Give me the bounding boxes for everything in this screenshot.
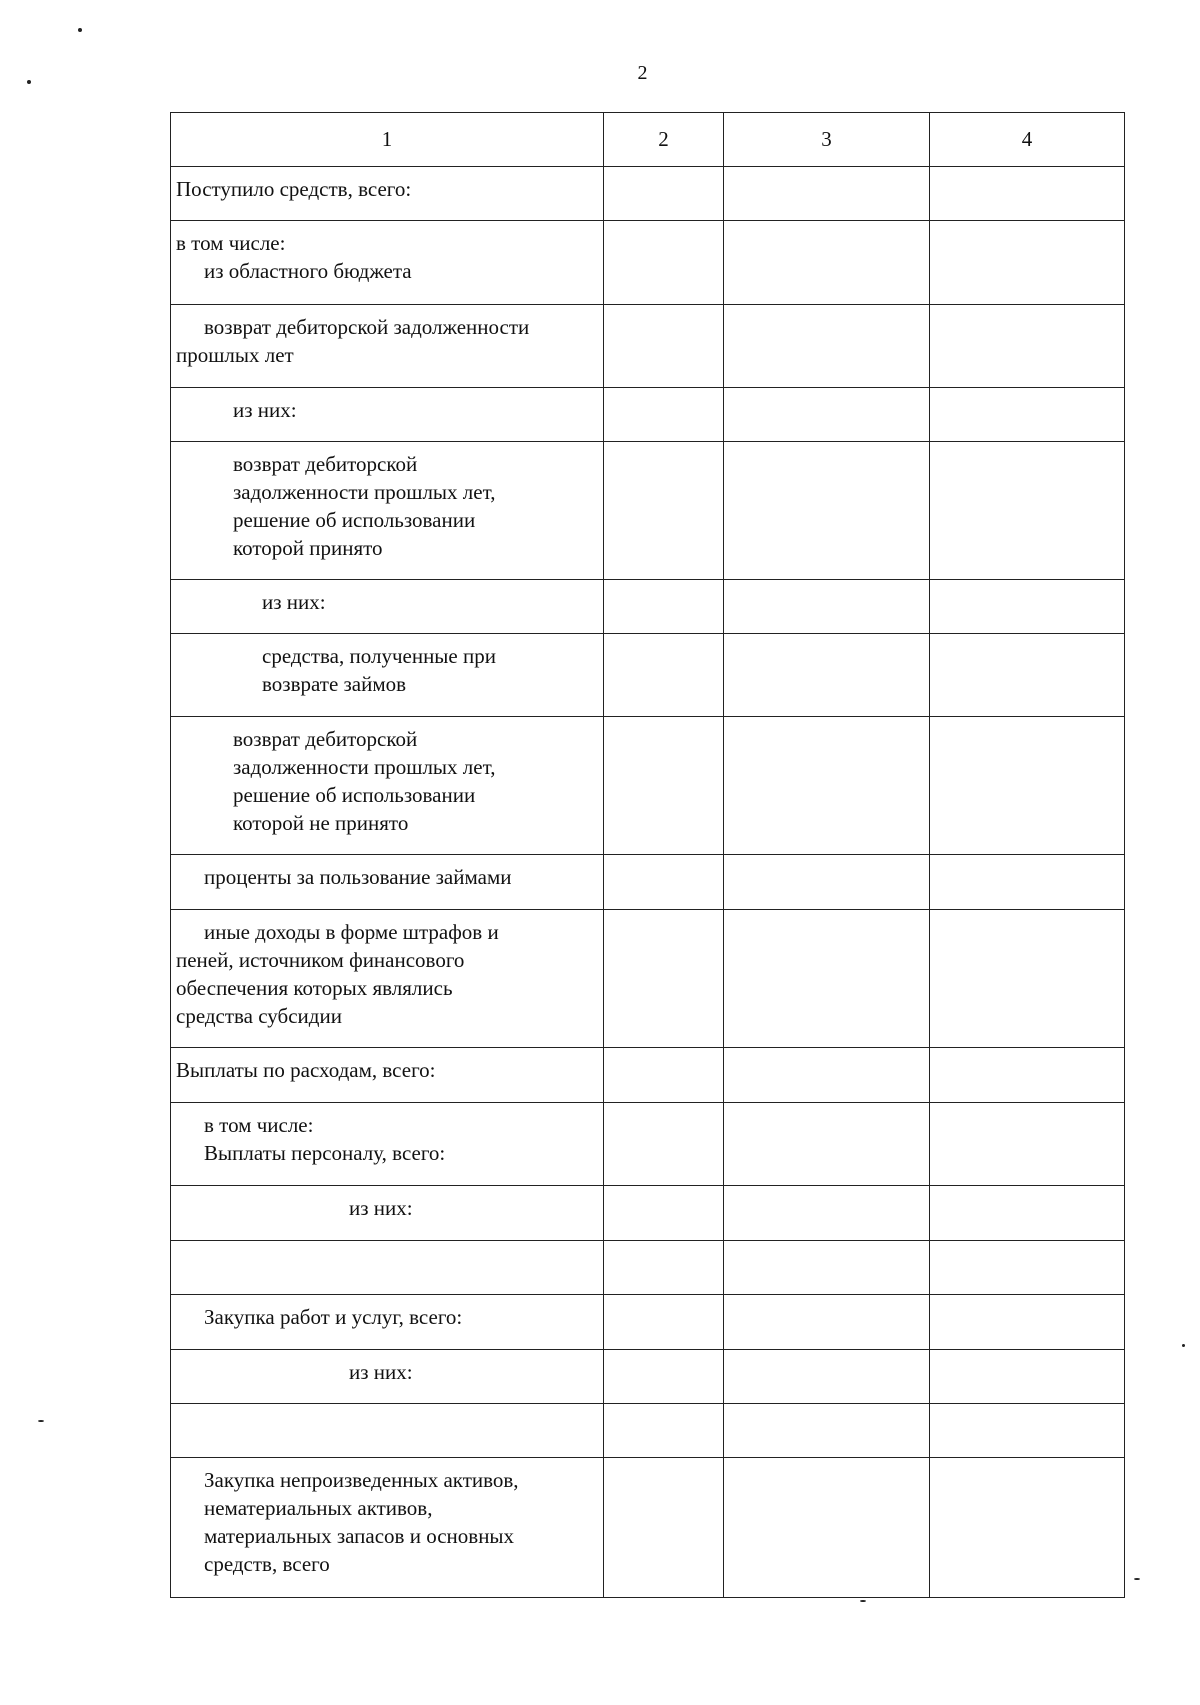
row-description-line: Закупка работ и услуг, всего:: [204, 1305, 463, 1329]
table-row: [171, 1186, 1125, 1241]
row-description-line: обеспечения которых являлись: [176, 976, 453, 1000]
row-description-line: материальных запасов и основных: [204, 1524, 515, 1548]
value-cell-col-3: [724, 221, 930, 305]
row-description-line: проценты за пользование займами: [204, 865, 512, 889]
value-cell-col-3: [724, 388, 930, 442]
value-cell-col-3: [724, 1103, 930, 1186]
row-description-line: в том числе:: [204, 1113, 314, 1137]
row-description-line: задолженности прошлых лет,: [233, 480, 496, 504]
row-description-line: [176, 1249, 595, 1277]
row-description-line: из них:: [349, 1360, 413, 1384]
value-cell-col-4: [930, 1103, 1125, 1186]
row-description-line: из них:: [349, 1196, 413, 1220]
value-cell-col-2: [604, 167, 724, 221]
value-cell-col-3: [724, 442, 930, 580]
value-cell-col-4: [930, 855, 1125, 910]
row-description-line: из них:: [233, 398, 297, 422]
table-row: [171, 1404, 1125, 1458]
table-row: [171, 1295, 1125, 1350]
value-cell-col-3: [724, 1458, 930, 1598]
value-cell-col-2: [604, 1295, 724, 1350]
table-row: [171, 305, 1125, 388]
value-cell-col-3: [724, 580, 930, 634]
scan-speck: [38, 1420, 44, 1422]
value-cell-col-2: [604, 1404, 724, 1458]
table-row: [171, 167, 1125, 221]
value-cell-col-4: [930, 1350, 1125, 1404]
row-description-line: Выплаты по расходам, всего:: [176, 1058, 436, 1082]
row-description-cell: [171, 388, 604, 442]
value-cell-col-2: [604, 1048, 724, 1103]
value-cell-col-2: [604, 442, 724, 580]
value-cell-col-3: [724, 1241, 930, 1295]
scan-speck: [860, 1600, 866, 1602]
table-row: [171, 1458, 1125, 1598]
scan-speck: [78, 28, 82, 32]
value-cell-col-3: [724, 1048, 930, 1103]
value-cell-col-4: [930, 1295, 1125, 1350]
row-description-cell: [171, 1350, 604, 1404]
table-row: [171, 580, 1125, 634]
row-description-cell: [171, 855, 604, 910]
table-row: [171, 910, 1125, 1048]
value-cell-col-2: [604, 1241, 724, 1295]
value-cell-col-3: [724, 167, 930, 221]
page-number: 2: [637, 62, 648, 84]
row-description-cell: [171, 910, 604, 1048]
report-table: [170, 112, 1125, 1598]
value-cell-col-3: [724, 855, 930, 910]
row-description-line: задолженности прошлых лет,: [233, 755, 496, 779]
row-description-line: возврат дебиторской: [233, 727, 418, 751]
row-description-cell: [171, 1458, 604, 1598]
table-row: [171, 388, 1125, 442]
value-cell-col-4: [930, 442, 1125, 580]
row-description-cell: [171, 1186, 604, 1241]
table-row: [171, 1103, 1125, 1186]
row-description-line: средства субсидии: [176, 1004, 342, 1028]
value-cell-col-3: [724, 910, 930, 1048]
table-row: [171, 1048, 1125, 1103]
scan-speck: [1182, 1344, 1185, 1347]
row-description-cell: [171, 1048, 604, 1103]
row-description-line: из них:: [262, 590, 326, 614]
table-body: [171, 167, 1125, 1598]
row-description-line: возврате займов: [262, 672, 407, 696]
row-description-line: возврат дебиторской задолженности прошлых лет: [176, 315, 530, 367]
row-description-cell: [171, 221, 604, 305]
value-cell-col-4: [930, 717, 1125, 855]
value-cell-col-3: [724, 1350, 930, 1404]
row-description-line: средств, всего: [204, 1552, 330, 1576]
table-row: [171, 221, 1125, 305]
row-description-line: решение об использовании: [233, 508, 476, 532]
row-description-line: которой не принято: [233, 811, 409, 835]
row-description-cell: [171, 167, 604, 221]
value-cell-col-4: [930, 634, 1125, 717]
value-cell-col-2: [604, 910, 724, 1048]
value-cell-col-4: [930, 388, 1125, 442]
value-cell-col-4: [930, 910, 1125, 1048]
value-cell-col-4: [930, 580, 1125, 634]
row-description-line: иные доходы в форме штрафов и: [204, 920, 499, 944]
value-cell-col-4: [930, 1241, 1125, 1295]
value-cell-col-2: [604, 305, 724, 388]
row-description-cell: [171, 1295, 604, 1350]
column-header-3: 3: [724, 113, 930, 167]
value-cell-col-2: [604, 1103, 724, 1186]
value-cell-col-4: [930, 221, 1125, 305]
value-cell-col-3: [724, 1295, 930, 1350]
value-cell-col-3: [724, 1404, 930, 1458]
row-description-line: решение об использовании: [233, 783, 476, 807]
row-description-cell: [171, 580, 604, 634]
value-cell-col-4: [930, 1048, 1125, 1103]
value-cell-col-4: [930, 1404, 1125, 1458]
value-cell-col-2: [604, 1186, 724, 1241]
value-cell-col-2: [604, 388, 724, 442]
row-description-line: нематериальных активов,: [204, 1496, 433, 1520]
row-description-line: возврат дебиторской: [233, 452, 418, 476]
value-cell-col-2: [604, 1350, 724, 1404]
value-cell-col-2: [604, 717, 724, 855]
row-description-cell: [171, 442, 604, 580]
scan-speck: [27, 80, 31, 84]
column-header-2: 2: [604, 113, 724, 167]
row-description-line: которой принято: [233, 536, 383, 560]
value-cell-col-4: [930, 305, 1125, 388]
row-description-line: средства, полученные при: [262, 644, 496, 668]
value-cell-col-2: [604, 1458, 724, 1598]
value-cell-col-3: [724, 1186, 930, 1241]
table-row: [171, 855, 1125, 910]
table-row: [171, 634, 1125, 717]
row-description-line: Поступило средств, всего:: [176, 177, 412, 201]
row-description-cell: [171, 634, 604, 717]
row-description-line: в том числе:: [176, 231, 286, 255]
value-cell-col-4: [930, 1186, 1125, 1241]
value-cell-col-2: [604, 221, 724, 305]
column-header-4: 4: [930, 113, 1125, 167]
value-cell-col-2: [604, 634, 724, 717]
table-row: [171, 1350, 1125, 1404]
value-cell-col-3: [724, 634, 930, 717]
value-cell-col-4: [930, 167, 1125, 221]
row-description-line: Выплаты персоналу, всего:: [204, 1141, 446, 1165]
row-description-cell: [171, 305, 604, 388]
row-description-cell: [171, 1241, 604, 1295]
column-header-1: 1: [171, 113, 604, 167]
value-cell-col-3: [724, 305, 930, 388]
value-cell-col-2: [604, 855, 724, 910]
header-row: [171, 113, 1125, 167]
table-row: [171, 717, 1125, 855]
row-description-cell: [171, 1103, 604, 1186]
row-description-line: Закупка непроизведенных активов,: [204, 1468, 519, 1492]
value-cell-col-4: [930, 1458, 1125, 1598]
table-row: [171, 442, 1125, 580]
value-cell-col-2: [604, 580, 724, 634]
row-description-cell: [171, 717, 604, 855]
row-description-line: пеней, источником финансового: [176, 948, 465, 972]
value-cell-col-3: [724, 717, 930, 855]
table-row: [171, 1241, 1125, 1295]
row-description-cell: [171, 1404, 604, 1458]
scan-speck: [1134, 1578, 1140, 1580]
row-description-line: из областного бюджета: [204, 259, 412, 283]
row-description-line: [176, 1412, 595, 1440]
